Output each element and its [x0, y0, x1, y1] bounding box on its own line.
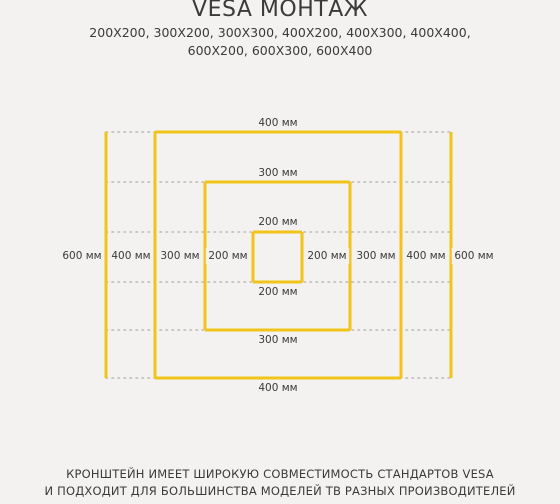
svg-text:400 мм: 400 мм: [258, 382, 298, 394]
label-height-300-left: [158, 248, 202, 264]
label-width-200-bottom: [258, 286, 297, 298]
label-height-400-right: [404, 248, 448, 264]
label-width-400-top: [258, 117, 297, 129]
page-title: VESA МОНТАЖ: [192, 0, 368, 22]
svg-text:600 мм: 600 мм: [62, 250, 102, 262]
footer-line-1: КРОНШТЕЙН ИМЕЕТ ШИРОКУЮ СОВМЕСТИМОСТЬ СТАНДАРТОВ VESA: [66, 467, 494, 481]
svg-text:200 мм: 200 мм: [208, 250, 248, 262]
svg-text:200 мм: 200 мм: [258, 286, 298, 298]
svg-text:300 мм: 300 мм: [160, 250, 200, 262]
dimension-labels: [60, 117, 496, 394]
label-height-200-left: [206, 248, 250, 264]
svg-text:600 мм: 600 мм: [454, 250, 494, 262]
label-height-200-right: [305, 248, 349, 264]
label-height-300-right: [354, 248, 398, 264]
label-width-300-top: [258, 167, 297, 179]
footer-line-2: И ПОДХОДИТ ДЛЯ БОЛЬШИНСТВА МОДЕЛЕЙ ТВ РАЗНЫХ ПРОИЗВОДИТЕЛЕЙ: [44, 484, 516, 498]
subtitle-line-2: 600X200, 600X300, 600X400: [187, 43, 373, 58]
svg-text:400 мм: 400 мм: [258, 117, 298, 129]
svg-text:300 мм: 300 мм: [356, 250, 396, 262]
svg-text:300 мм: 300 мм: [258, 167, 298, 179]
label-height-400-left: [109, 248, 153, 264]
label-height-600-right: [452, 248, 496, 264]
svg-text:200 мм: 200 мм: [258, 216, 298, 228]
subtitle-line-1: 200X200, 300X200, 300X300, 400X200, 400X300, 400X400,: [89, 25, 471, 40]
label-width-200-top: [258, 216, 297, 228]
label-height-600-left: [60, 248, 104, 264]
svg-text:400 мм: 400 мм: [406, 250, 446, 262]
svg-text:200 мм: 200 мм: [307, 250, 347, 262]
svg-text:400 мм: 400 мм: [111, 250, 151, 262]
svg-text:300 мм: 300 мм: [258, 334, 298, 346]
label-width-300-bottom: [258, 334, 297, 346]
label-width-400-bottom: [258, 382, 297, 394]
